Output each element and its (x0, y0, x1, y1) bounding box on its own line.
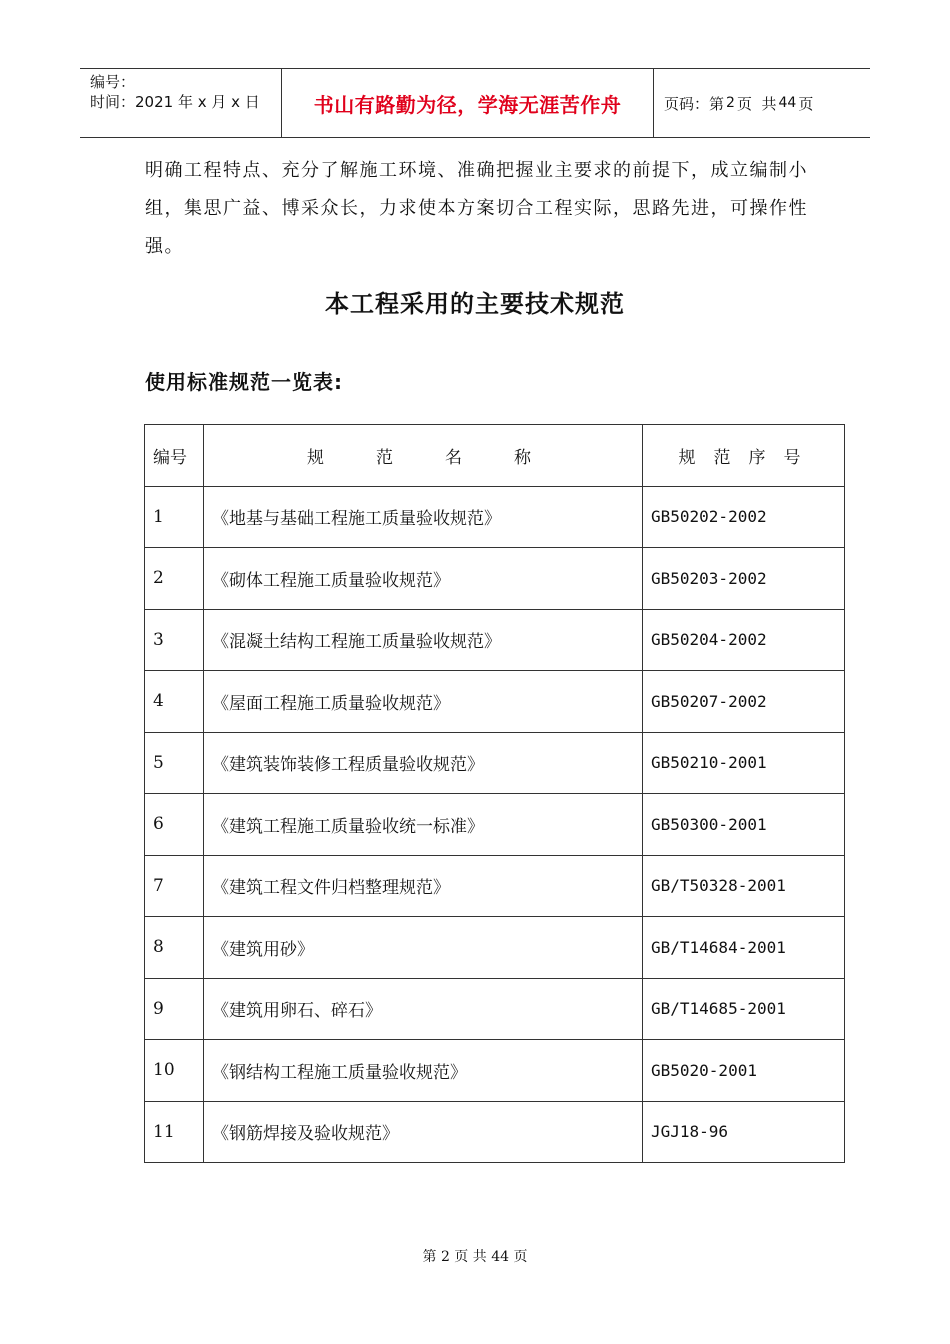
standards-table (144, 424, 845, 1163)
table-row (145, 1040, 845, 1102)
row-standard-name: 《建筑用卵石、碎石》 (204, 978, 643, 1040)
row-standard-name: 《钢筋焊接及验收规范》 (204, 1101, 643, 1163)
table-row (145, 548, 845, 610)
page-label-prefix: 页码：第 (664, 94, 725, 113)
row-standard-name: 《建筑工程文件归档整理规范》 (204, 855, 643, 917)
section-title: 本工程采用的主要技术规范 (325, 290, 625, 318)
row-standard-name: 《地基与基础工程施工质量验收规范》 (204, 486, 643, 548)
header-motto: 书山有路勤为径，学海无涯苦作舟 (282, 69, 654, 137)
row-number: 1 (145, 486, 204, 548)
doc-number-label: 编号： (90, 73, 136, 91)
row-standard-code: GB50202-2002 (643, 486, 845, 548)
table-row (145, 917, 845, 979)
table-row (145, 978, 845, 1040)
row-number: 10 (145, 1040, 204, 1102)
header-page-info (654, 69, 870, 137)
row-number: 11 (145, 1101, 204, 1163)
table-body (145, 486, 845, 1163)
row-number: 2 (145, 548, 204, 610)
header-standard-name: 规范名称 (204, 425, 643, 487)
row-standard-code: GB/T14684-2001 (643, 917, 845, 979)
row-standard-code: GB/T14685-2001 (643, 978, 845, 1040)
row-standard-name: 《砌体工程施工质量验收规范》 (204, 548, 643, 610)
date-label: 时间：2021 年 x 月 x 日 (90, 93, 260, 111)
row-standard-code: GB50210-2001 (643, 732, 845, 794)
row-standard-code: GB5020-2001 (643, 1040, 845, 1102)
page-label-suffix: 页 (798, 94, 814, 113)
header-info (80, 69, 282, 137)
row-standard-name: 《屋面工程施工质量验收规范》 (204, 671, 643, 733)
row-standard-code: GB50203-2002 (643, 548, 845, 610)
row-standard-code: GB50207-2002 (643, 671, 845, 733)
page-current: 2 (726, 95, 735, 111)
page-label-mid: 页 共 (736, 94, 777, 113)
row-standard-code: GB/T50328-2001 (643, 855, 845, 917)
page-total: 44 (778, 95, 797, 111)
row-standard-code: JGJ18-96 (643, 1101, 845, 1163)
intro-paragraph: 明确工程特点、充分了解施工环境、准确把握业主要求的前提下，成立编制小组，集思广益、博采众长，力求使本方案切合工程实际，思路先进，可操作性强。 (145, 160, 808, 257)
row-standard-name: 《建筑工程施工质量验收统一标准》 (204, 794, 643, 856)
table-row (145, 486, 845, 548)
row-number: 4 (145, 671, 204, 733)
table-subtitle: 使用标准规范一览表: (145, 370, 343, 394)
row-number: 8 (145, 917, 204, 979)
table-row (145, 794, 845, 856)
row-standard-name: 《混凝土结构工程施工质量验收规范》 (204, 609, 643, 671)
table-row (145, 1101, 845, 1163)
header-standard-code: 规范序号 (643, 425, 845, 487)
row-number: 7 (145, 855, 204, 917)
row-standard-code: GB50204-2002 (643, 609, 845, 671)
row-number: 9 (145, 978, 204, 1040)
row-number: 5 (145, 732, 204, 794)
page-footer: 第 2 页 共 44 页 (422, 1249, 528, 1265)
row-number: 6 (145, 794, 204, 856)
row-standard-name: 《建筑装饰装修工程质量验收规范》 (204, 732, 643, 794)
table-row (145, 732, 845, 794)
table-row (145, 609, 845, 671)
table-row (145, 855, 845, 917)
header-number: 编号 (145, 425, 204, 487)
row-number: 3 (145, 609, 204, 671)
row-standard-name: 《建筑用砂》 (204, 917, 643, 979)
row-standard-name: 《钢结构工程施工质量验收规范》 (204, 1040, 643, 1102)
table-row (145, 671, 845, 733)
row-standard-code: GB50300-2001 (643, 794, 845, 856)
table-header-row (145, 425, 845, 487)
page-header (80, 68, 870, 138)
